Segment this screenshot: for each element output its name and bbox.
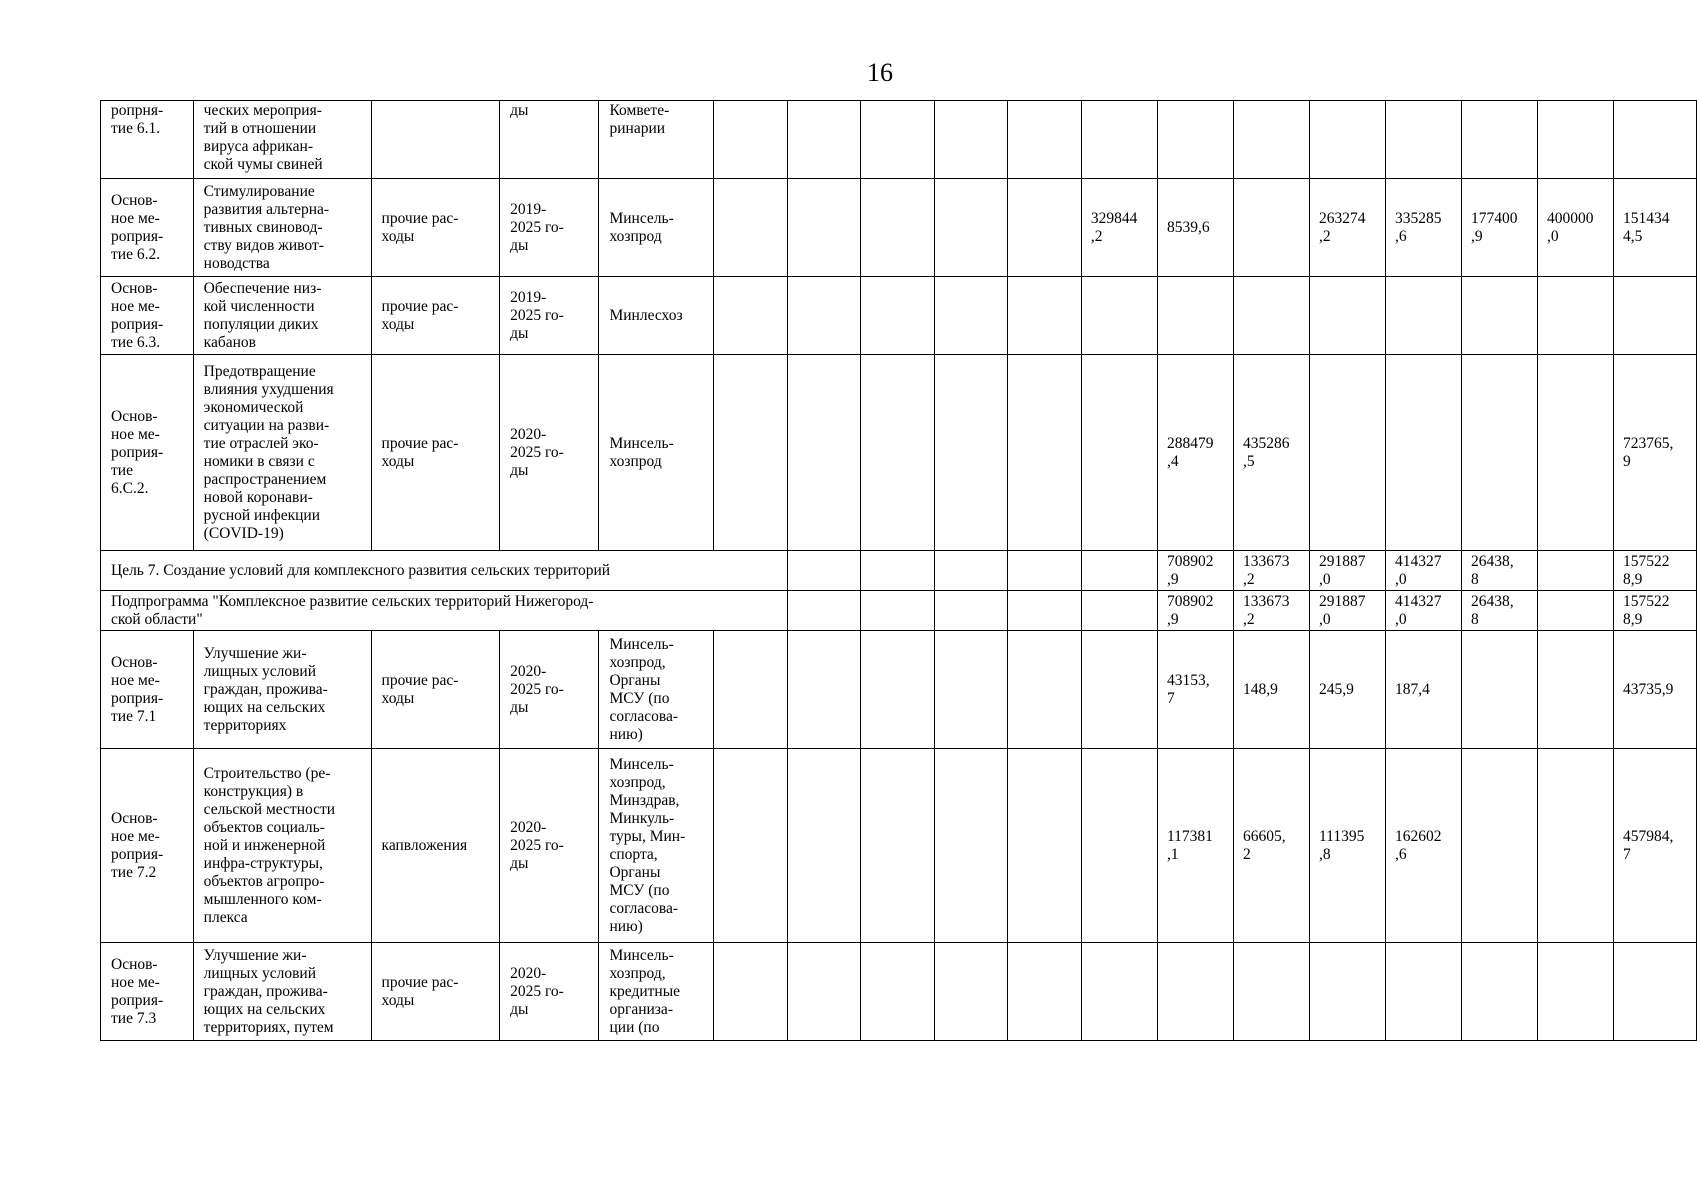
activity-name-cell: [193, 631, 371, 749]
executor-cell: [599, 631, 714, 749]
value-cell: [714, 749, 788, 943]
cost-type-cell-text: прочие рас- ходы: [381, 672, 459, 707]
value-cell-text: 414327 ,0: [1394, 553, 1442, 588]
value-cell-text: 414327 ,0: [1394, 593, 1442, 628]
table-row: [101, 749, 1697, 943]
value-cell-text: 133673 ,2: [1242, 553, 1290, 588]
value-cell: [714, 631, 788, 749]
budget-table: [100, 100, 1697, 1041]
activity-status-cell-text: Основ- ное ме- роприя- тие 7.1: [111, 654, 164, 725]
value-cell-text: 8539,6: [1166, 219, 1210, 236]
value-cell: [1008, 277, 1082, 355]
value-cell: [1309, 179, 1385, 277]
period-cell-text: ды: [510, 102, 529, 119]
activity-name-cell: [193, 277, 371, 355]
value-cell: [1309, 551, 1385, 591]
value-cell: [934, 591, 1008, 631]
activity-status-cell: [101, 101, 194, 179]
value-cell: [934, 355, 1008, 551]
period-cell: [500, 631, 599, 749]
executor-cell: [599, 749, 714, 943]
executor-cell-text: Минсель- хозпрод, Минздрав, Минкуль- туры, Мин- спорта, Органы МСУ (по согласова- нию): [609, 756, 686, 935]
value-cell: [1614, 749, 1697, 943]
value-cell: [1233, 591, 1309, 631]
value-cell: [714, 355, 788, 551]
value-cell-text: 157522 8,9: [1623, 593, 1670, 628]
value-cell: [1614, 591, 1697, 631]
cost-type-cell: [371, 749, 500, 943]
page-number: 16: [867, 58, 893, 87]
value-cell: [1385, 277, 1461, 355]
value-cell-text: 245,9: [1318, 681, 1354, 698]
value-cell: [934, 101, 1008, 179]
cost-type-cell: [371, 101, 500, 179]
activity-status-cell: [101, 179, 194, 277]
value-cell: [1462, 749, 1538, 943]
table-row: [101, 591, 1697, 631]
value-cell: [1157, 277, 1233, 355]
executor-cell: [599, 943, 714, 1041]
value-cell: [1008, 355, 1082, 551]
value-cell-text: 400000 ,0: [1547, 210, 1594, 245]
period-cell: [500, 179, 599, 277]
value-cell: [1157, 943, 1233, 1041]
activity-status-cell-text: Основ- ное ме- роприя- тие 6.2.: [111, 192, 164, 263]
executor-cell: [599, 101, 714, 179]
value-cell: [1309, 631, 1385, 749]
value-cell: [1385, 179, 1461, 277]
activity-name-cell: [193, 101, 371, 179]
value-cell: [1309, 355, 1385, 551]
value-cell: [1008, 179, 1082, 277]
value-cell: [1081, 277, 1157, 355]
cost-type-cell: [371, 179, 500, 277]
value-cell: [1157, 749, 1233, 943]
cost-type-cell: [371, 631, 500, 749]
activity-status-cell: [101, 277, 194, 355]
value-cell: [1462, 631, 1538, 749]
value-cell: [1081, 591, 1157, 631]
value-cell: [1462, 179, 1538, 277]
value-cell: [1309, 277, 1385, 355]
cost-type-cell: [371, 943, 500, 1041]
value-cell: [1538, 179, 1614, 277]
executor-cell-text: Минсель- хозпрод, Органы МСУ (по согласова- нию): [609, 636, 679, 743]
cost-type-cell: [371, 355, 500, 551]
period-cell: [500, 749, 599, 943]
value-cell: [861, 277, 935, 355]
executor-cell: [599, 277, 714, 355]
activity-status-cell-text: Основ- ное ме- роприя- тие 6.С.2.: [111, 408, 164, 497]
value-cell: [1081, 179, 1157, 277]
table-row: [101, 943, 1697, 1041]
value-cell-text: 162602 ,6: [1394, 828, 1442, 863]
value-cell: [934, 943, 1008, 1041]
value-cell: [714, 943, 788, 1041]
value-cell-text: 435286 ,5: [1242, 435, 1290, 470]
value-cell: [1233, 631, 1309, 749]
value-cell: [861, 591, 935, 631]
activity-name-cell-text: Улучшение жи- лищных условий граждан, прожива- ющих на сельских территориях, путем: [203, 947, 334, 1036]
value-cell: [934, 631, 1008, 749]
value-cell: [787, 551, 861, 591]
value-cell: [1462, 355, 1538, 551]
table-body: [101, 101, 1697, 1041]
period-cell-text: 2019- 2025 го- ды: [510, 201, 564, 254]
activity-name-cell: [193, 749, 371, 943]
period-cell-text: 2019- 2025 го- ды: [510, 289, 564, 342]
table-row: [101, 355, 1697, 551]
cost-type-cell-text: прочие рас- ходы: [381, 298, 459, 333]
value-cell: [1233, 943, 1309, 1041]
value-cell: [787, 631, 861, 749]
value-cell-text: 288479 ,4: [1166, 435, 1214, 470]
value-cell: [787, 355, 861, 551]
cost-type-cell-text: прочие рас- ходы: [381, 435, 459, 470]
activity-name-cell-text: Обеспечение низ- кой численности популяции диких кабанов: [203, 280, 322, 351]
activity-status-cell: [101, 631, 194, 749]
period-cell: [500, 277, 599, 355]
activity-name-cell-text: Предотвращение влияния ухудшения экономической ситуации на разви- тие отраслей эко- номики в связи с распространением новой коронави- русной инфекции (COVID-19): [203, 363, 334, 542]
value-cell: [1233, 277, 1309, 355]
value-cell: [1081, 631, 1157, 749]
value-cell: [1385, 749, 1461, 943]
table-row: [101, 631, 1697, 749]
activity-name-cell-text: Улучшение жи- лищных условий граждан, прожива- ющих на сельских территориях: [203, 645, 328, 734]
value-cell-text: 263274 ,2: [1318, 210, 1366, 245]
value-cell: [1538, 101, 1614, 179]
value-cell: [1081, 749, 1157, 943]
value-cell: [1081, 355, 1157, 551]
activity-status-cell-text: ропрня- тие 6.1.: [111, 102, 164, 137]
value-cell: [1462, 101, 1538, 179]
value-cell: [861, 355, 935, 551]
value-cell: [787, 179, 861, 277]
value-cell: [787, 591, 861, 631]
executor-cell: [599, 179, 714, 277]
value-cell: [1462, 551, 1538, 591]
period-cell: [500, 355, 599, 551]
value-cell-text: 329844 ,2: [1090, 210, 1138, 245]
value-cell: [787, 277, 861, 355]
value-cell: [1233, 179, 1309, 277]
activity-name-cell: [193, 943, 371, 1041]
value-cell: [934, 749, 1008, 943]
cost-type-cell-text: прочие рас- ходы: [381, 210, 459, 245]
table-row: [101, 101, 1697, 179]
value-cell: [861, 943, 935, 1041]
value-cell: [1385, 355, 1461, 551]
value-cell: [934, 277, 1008, 355]
value-cell: [787, 943, 861, 1041]
value-cell-text: 26438, 8: [1471, 593, 1514, 628]
value-cell-text: 43153, 7: [1166, 672, 1210, 707]
value-cell: [1614, 551, 1697, 591]
value-cell: [1614, 179, 1697, 277]
value-cell: [1157, 101, 1233, 179]
value-cell-text: 291887 ,0: [1318, 593, 1366, 628]
value-cell: [1233, 749, 1309, 943]
activity-status-cell-text: Основ- ное ме- роприя- тие 7.2: [111, 810, 164, 881]
value-cell-text: 723765, 9: [1623, 435, 1674, 470]
value-cell: [714, 179, 788, 277]
value-cell: [1233, 551, 1309, 591]
value-cell: [1385, 943, 1461, 1041]
value-cell: [861, 551, 935, 591]
value-cell: [1081, 943, 1157, 1041]
activity-status-cell-text: Основ- ное ме- роприя- тие 6.3.: [111, 280, 164, 351]
value-cell: [1538, 591, 1614, 631]
value-cell: [1157, 179, 1233, 277]
value-cell: [861, 179, 935, 277]
value-cell-text: 111395 ,8: [1318, 828, 1365, 863]
value-cell: [1008, 591, 1082, 631]
value-cell-text: 708902 ,9: [1166, 593, 1214, 628]
value-cell-text: 187,4: [1394, 681, 1430, 698]
value-cell-text: 157522 8,9: [1623, 553, 1670, 588]
value-cell-text: 335285 ,6: [1394, 210, 1442, 245]
period-cell: [500, 101, 599, 179]
cost-type-cell-text: капвложения: [381, 837, 468, 854]
value-cell: [1538, 277, 1614, 355]
value-cell-text: 43735,9: [1623, 681, 1674, 698]
summary-label-cell: [101, 551, 788, 591]
activity-name-cell-text: ческих мероприя- тий в отношении вируса африкан- ской чумы свиней: [203, 102, 323, 173]
value-cell: [1614, 943, 1697, 1041]
value-cell: [1614, 277, 1697, 355]
value-cell: [714, 277, 788, 355]
period-cell-text: 2020- 2025 го- ды: [510, 663, 564, 716]
value-cell: [1538, 749, 1614, 943]
summary-label-cell-text: Подпрограмма "Комплексное развитие сельских территорий Нижегород- ской области": [111, 593, 594, 628]
value-cell: [1309, 101, 1385, 179]
summary-label-cell: [101, 591, 788, 631]
value-cell: [1462, 591, 1538, 631]
activity-name-cell: [193, 179, 371, 277]
table-row: [101, 277, 1697, 355]
value-cell: [1538, 943, 1614, 1041]
value-cell: [1462, 943, 1538, 1041]
value-cell: [861, 749, 935, 943]
value-cell: [1385, 551, 1461, 591]
value-cell: [861, 101, 935, 179]
value-cell-text: 133673 ,2: [1242, 593, 1290, 628]
value-cell: [787, 749, 861, 943]
value-cell: [1309, 749, 1385, 943]
table-row: [101, 179, 1697, 277]
executor-cell-text: Минсель- хозпрод: [609, 435, 674, 470]
period-cell-text: 2020- 2025 го- ды: [510, 426, 564, 479]
executor-cell-text: Минлесхоз: [609, 307, 683, 324]
value-cell: [1008, 551, 1082, 591]
value-cell-text: 708902 ,9: [1166, 553, 1214, 588]
value-cell: [1538, 631, 1614, 749]
cost-type-cell-text: прочие рас- ходы: [381, 974, 459, 1009]
value-cell: [1385, 101, 1461, 179]
value-cell: [787, 101, 861, 179]
executor-cell-text: Минсель- хозпрод: [609, 210, 674, 245]
value-cell: [1309, 591, 1385, 631]
value-cell: [1385, 591, 1461, 631]
value-cell-text: 66605, 2: [1242, 828, 1286, 863]
value-cell: [1538, 355, 1614, 551]
activity-name-cell-text: Строительство (ре- конструкция) в сельской местности объектов социаль- ной и инженерной инфра-структуры, объектов агропро- мышленного ком- плекса: [203, 765, 336, 926]
activity-status-cell-text: Основ- ное ме- роприя- тие 7.3: [111, 956, 164, 1027]
activity-status-cell: [101, 355, 194, 551]
activity-name-cell: [193, 355, 371, 551]
cost-type-cell: [371, 277, 500, 355]
value-cell: [1233, 101, 1309, 179]
value-cell-text: 177400 ,9: [1471, 210, 1518, 245]
activity-name-cell-text: Стимулирование развития альтерна- тивных свиновод- ству видов живот- новодства: [203, 183, 330, 272]
value-cell: [934, 551, 1008, 591]
value-cell-text: 148,9: [1242, 681, 1278, 698]
executor-cell: [599, 355, 714, 551]
value-cell: [1614, 355, 1697, 551]
value-cell: [1614, 101, 1697, 179]
value-cell: [1008, 101, 1082, 179]
value-cell-text: 117381 ,1: [1166, 828, 1213, 863]
period-cell-text: 2020- 2025 го- ды: [510, 965, 564, 1018]
value-cell-text: 457984, 7: [1623, 828, 1674, 863]
value-cell: [1614, 631, 1697, 749]
value-cell: [1008, 943, 1082, 1041]
period-cell-text: 2020- 2025 го- ды: [510, 819, 564, 872]
period-cell: [500, 943, 599, 1041]
value-cell: [1008, 631, 1082, 749]
value-cell: [1081, 551, 1157, 591]
table-row: [101, 551, 1697, 591]
value-cell-text: 26438, 8: [1471, 553, 1514, 588]
value-cell-text: 151434 4,5: [1623, 210, 1670, 245]
executor-cell-text: Минсель- хозпрод, кредитные организа- ции (по: [609, 947, 680, 1036]
value-cell: [1157, 551, 1233, 591]
value-cell: [1538, 551, 1614, 591]
value-cell: [1157, 631, 1233, 749]
activity-status-cell: [101, 749, 194, 943]
executor-cell-text: Комвете- ринарии: [609, 102, 670, 137]
value-cell: [1385, 631, 1461, 749]
value-cell: [934, 179, 1008, 277]
value-cell: [861, 631, 935, 749]
value-cell: [1157, 591, 1233, 631]
value-cell: [1157, 355, 1233, 551]
value-cell: [1081, 101, 1157, 179]
summary-label-cell-text: Цель 7. Создание условий для комплексного развития сельских территорий: [111, 562, 611, 579]
value-cell: [1008, 749, 1082, 943]
value-cell: [1462, 277, 1538, 355]
value-cell: [1233, 355, 1309, 551]
activity-status-cell: [101, 943, 194, 1041]
value-cell: [714, 101, 788, 179]
value-cell: [1309, 943, 1385, 1041]
value-cell-text: 291887 ,0: [1318, 553, 1366, 588]
